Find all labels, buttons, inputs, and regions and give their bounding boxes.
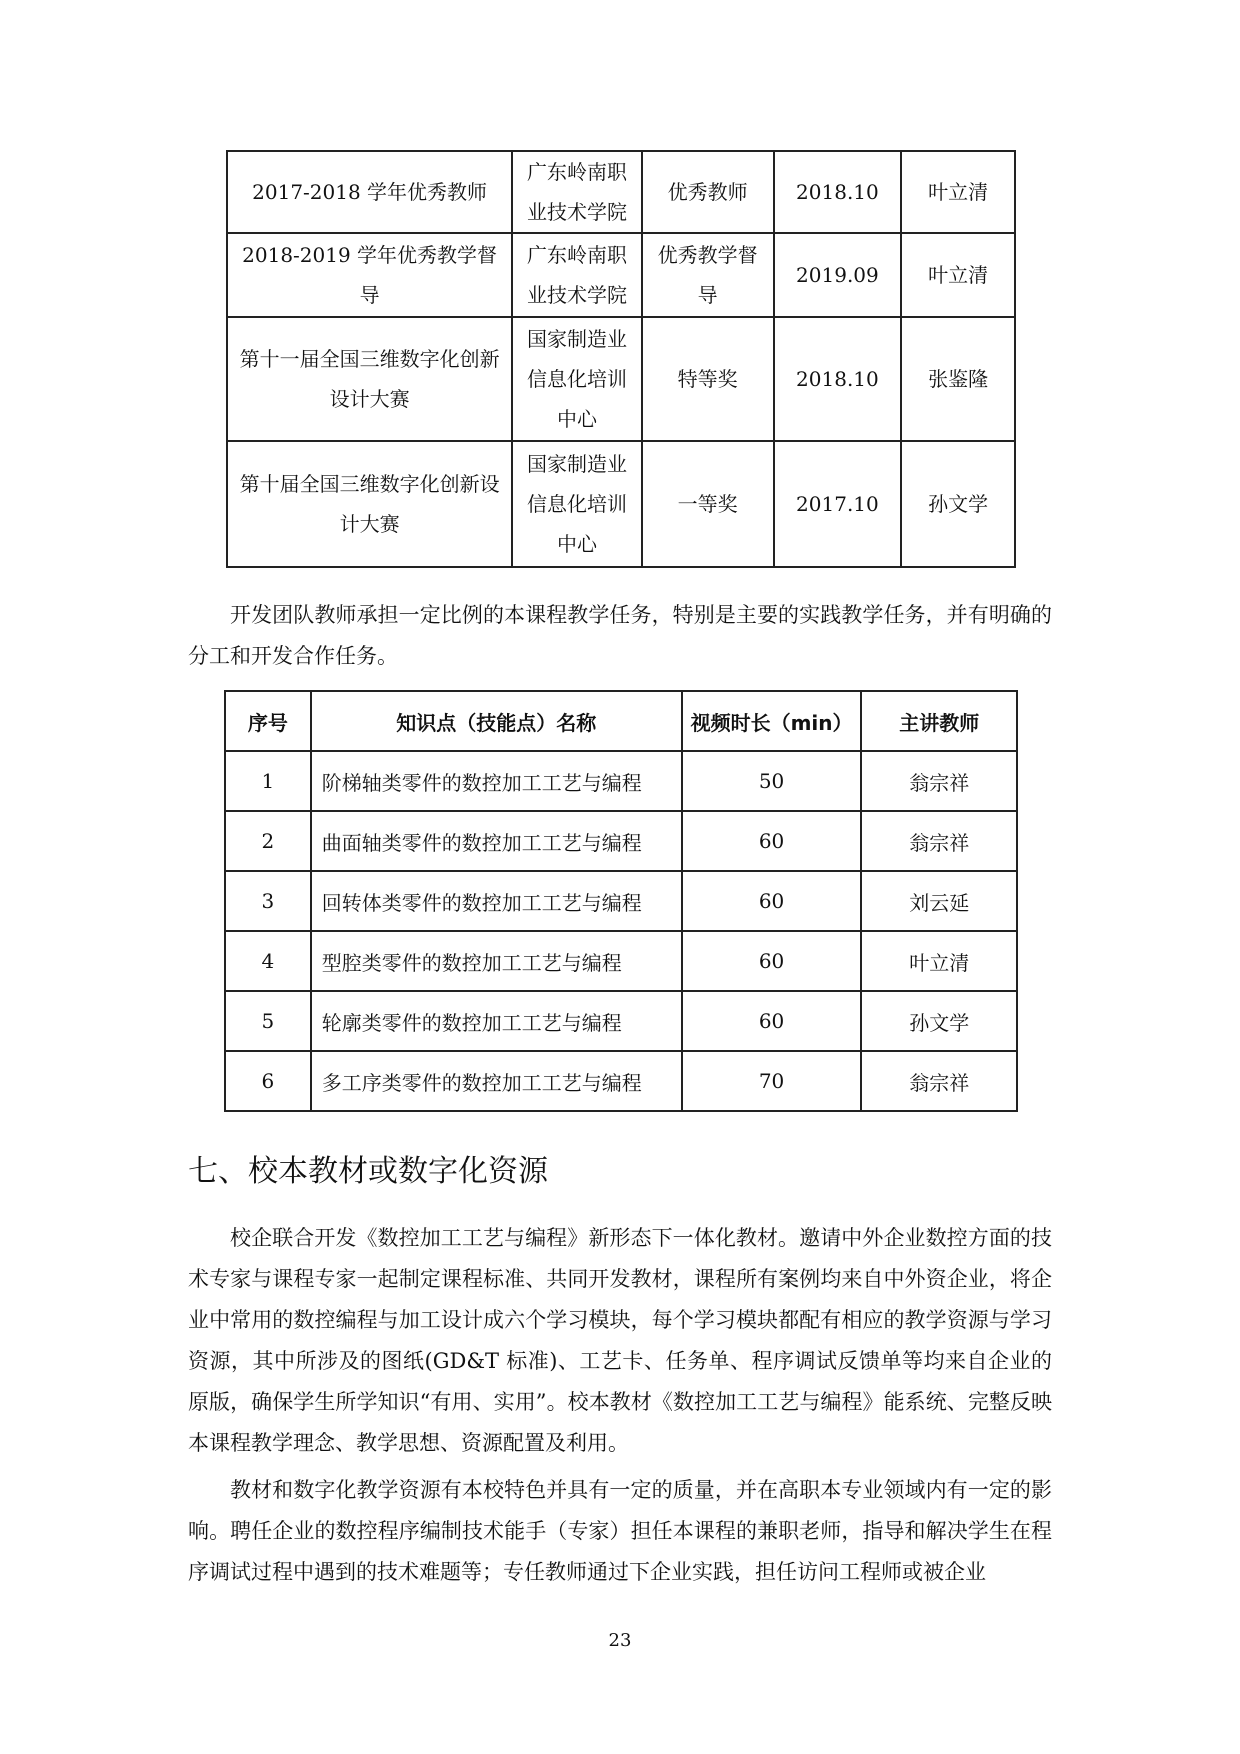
teacher-cell: 刘云延: [861, 871, 1017, 931]
table-row: [227, 317, 1015, 441]
page-number: 23: [608, 1630, 632, 1651]
award-date-cell: 2017.10: [774, 441, 902, 567]
award-org-cell: 国家制造业信息化培训中心: [512, 317, 642, 441]
table-row: [225, 991, 1017, 1051]
knowledge-point-cell: 多工序类零件的数控加工工艺与编程: [311, 1051, 682, 1111]
teacher-cell: 孙文学: [861, 991, 1017, 1051]
award-name-cell: 第十一届全国三维数字化创新设计大赛: [227, 317, 512, 441]
award-name-cell: 第十届全国三维数字化创新设计大赛: [227, 441, 512, 567]
teacher-cell: 翁宗祥: [861, 751, 1017, 811]
table-row: [227, 233, 1015, 317]
row-number-cell: 2: [225, 811, 311, 871]
award-name-cell: 2018-2019 学年优秀教学督导: [227, 233, 512, 317]
teacher-cell: 翁宗祥: [861, 811, 1017, 871]
row-number-cell: 1: [225, 751, 311, 811]
knowledge-point-cell: 型腔类零件的数控加工工艺与编程: [311, 931, 682, 991]
award-org-cell: 广东岭南职业技术学院: [512, 151, 642, 233]
row-number-cell: 3: [225, 871, 311, 931]
table-row: [225, 1051, 1017, 1111]
award-date-cell: 2018.10: [774, 151, 902, 233]
award-person-cell: 张鉴隆: [901, 317, 1015, 441]
award-name-cell: 2017-2018 学年优秀教师: [227, 151, 512, 233]
duration-cell: 60: [682, 811, 862, 871]
table-row: [227, 441, 1015, 567]
table-row: [225, 931, 1017, 991]
table-row: [227, 151, 1015, 233]
award-person-cell: 叶立清: [901, 151, 1015, 233]
table-row: [225, 751, 1017, 811]
award-level-cell: 优秀教师: [642, 151, 774, 233]
body-paragraph: 教材和数字化教学资源有本校特色并具有一定的质量，并在高职本专业领域内有一定的影响。聘任企业的数控程序编制技术能手（专家）担任本课程的兼职老师，指导和解决学生在程序调试过程中遇到的技术难题等；专任教师通过下企业实践，担任访问工程师或被企业: [188, 1478, 1052, 1584]
table-row: [225, 871, 1017, 931]
row-number-cell: 4: [225, 931, 311, 991]
video-course-table: [224, 690, 1018, 1112]
row-number-cell: 6: [225, 1051, 311, 1111]
knowledge-point-cell: 回转体类零件的数控加工工艺与编程: [311, 871, 682, 931]
column-header-teacher: 主讲教师: [861, 691, 1017, 751]
duration-cell: 50: [682, 751, 862, 811]
team-paragraph: 开发团队教师承担一定比例的本课程教学任务，特别是主要的实践教学任务，并有明确的分工和开发合作任务。: [188, 603, 1052, 668]
award-level-cell: 一等奖: [642, 441, 774, 567]
award-level-cell: 特等奖: [642, 317, 774, 441]
teacher-cell: 翁宗祥: [861, 1051, 1017, 1111]
column-header-duration: 视频时长（min）: [682, 691, 862, 751]
award-level-cell: 优秀教学督导: [642, 233, 774, 317]
award-person-cell: 孙文学: [901, 441, 1015, 567]
column-header-no: 序号: [225, 691, 311, 751]
body-paragraph: 校企联合开发《数控加工工艺与编程》新形态下一体化教材。邀请中外企业数控方面的技术专家与课程专家一起制定课程标准、共同开发教材，课程所有案例均来自中外资企业，将企业中常用的数控编程与加工设计成六个学习模块，每个学习模块都配有相应的教学资源与学习资源，其中所涉及的图纸(GD&T 标准)、工艺卡、任务单、程序调试反馈单等均来自企业的原版，确保学生所学知识“有用、实用”。校本教材《数控加工工艺与编程》能系统、完整反映本课程教学理念、教学思想、资源配置及利用。: [188, 1226, 1052, 1455]
duration-cell: 60: [682, 991, 862, 1051]
knowledge-point-cell: 阶梯轴类零件的数控加工工艺与编程: [311, 751, 682, 811]
knowledge-point-cell: 曲面轴类零件的数控加工工艺与编程: [311, 811, 682, 871]
award-org-cell: 国家制造业信息化培训中心: [512, 441, 642, 567]
table-header-row: [225, 691, 1017, 751]
award-date-cell: 2019.09: [774, 233, 902, 317]
award-org-cell: 广东岭南职业技术学院: [512, 233, 642, 317]
duration-cell: 60: [682, 871, 862, 931]
awards-table: [226, 150, 1016, 568]
section-heading: 七、校本教材或数字化资源: [188, 1154, 548, 1189]
award-person-cell: 叶立清: [901, 233, 1015, 317]
knowledge-point-cell: 轮廓类零件的数控加工工艺与编程: [311, 991, 682, 1051]
table-row: [225, 811, 1017, 871]
teacher-cell: 叶立清: [861, 931, 1017, 991]
duration-cell: 70: [682, 1051, 862, 1111]
duration-cell: 60: [682, 931, 862, 991]
column-header-name: 知识点（技能点）名称: [311, 691, 682, 751]
row-number-cell: 5: [225, 991, 311, 1051]
award-date-cell: 2018.10: [774, 317, 902, 441]
